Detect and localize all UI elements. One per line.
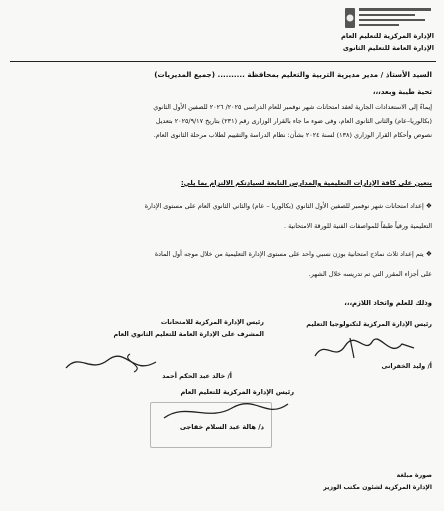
exam-signatory-name: أ/ خالد عبد الحكم أحمد: [162, 372, 232, 380]
addressee: السيد الأستاذ / مدير مديرية التربية والتعليم بمحافظة .......... (جميع المديريات): [154, 70, 432, 79]
tech-signatory-title: رئيس الإدارة المركزية لتكنولوجيا التعليم: [306, 320, 432, 328]
copy-notice: [262, 470, 432, 494]
header-line-1: الإدارة المركزية للتعليم العام: [341, 32, 434, 40]
bullet-2-text: يتم إعداد ثلاث نماذج امتحانية بوزن نسبي واحد على مستوى الإدارة التعليمية من خلال موجه أول المادة: [154, 250, 424, 258]
header-divider: [10, 61, 436, 62]
letterhead: [264, 30, 434, 54]
paragraph-line-1: إيماءً إلى الاستعدادات الجارية لعقد امتحانات شهر نوفمبر للعام الدراسى ٢٠٢٥/ ٢٠٢٦ للصفين الأول الثانوي: [153, 103, 432, 111]
bullet-1-text: إعداد امتحانات شهر نوفمبر للصفين الأول الثانوي (بكالوريا – عام) والثاني الثانوي العام على مستوى الإدارة: [144, 202, 424, 210]
signature-tech: [310, 334, 420, 364]
bullet-icon: ❖: [425, 202, 432, 210]
greeting: تحية طيبة وبعد،،،: [372, 88, 432, 96]
exam-signatory-titles: [104, 316, 264, 340]
bullet-1-line-1: [20, 198, 432, 214]
bullet-2-line-1: [20, 246, 432, 262]
copy-to: الإدارة المركزية لشئون مكتب الوزير: [323, 484, 432, 491]
exam-title-1: رئيس الإدارة المركزية للامتحانات: [160, 318, 264, 326]
paragraph-line-3: نصوص وأحكام القرار الوزاري (١٣٨) لسنة ٢٠٢٤ بشأن: نظام الدراسة والتقييم لطلاب مرحلة الثانوى العام.: [153, 131, 432, 139]
bullet-2-line-2: على أجزاء المقرر التي تم تدريسه خلال الشهر.: [308, 270, 432, 278]
closing-line: وذلك للعلم واتخاذ اللازم،،،: [344, 299, 432, 307]
exam-title-2: المشرف على الإدارة العامة للتعليم الثانوي العام: [113, 330, 264, 338]
request-heading: يتعين على كافة الإدارات التعليمية والمدارس التابعة لسيادتكم الالتزام بما يلي:: [180, 179, 432, 187]
copy-label: صورة مبلغة: [396, 472, 432, 479]
general-signatory-title: رئيس الإدارة المركزية للتعليم العام: [180, 388, 294, 396]
tech-signatory-name: أ/ وليد الخفرانى: [381, 362, 432, 370]
general-signatory-name: د/ هالة عبد السلام خفاجى: [179, 423, 264, 431]
bullet-1-line-2: التعليمية ورقياً طبقاً للمواصفات الفنية للورقة الامتحانية .: [284, 222, 432, 230]
bullet-icon: ❖: [425, 250, 432, 258]
header-line-2: الإدارة العامة للتعليم الثانوى: [342, 44, 434, 52]
paragraph-line-2: (بكالوريا–عام) والثانى الثانوى العام، وفى ضوء ما جاء بالقرار الوزارى رقم (٢٣١) بتاريخ ٢٠٢٥/٩/١٧ بتعديل: [155, 117, 432, 125]
